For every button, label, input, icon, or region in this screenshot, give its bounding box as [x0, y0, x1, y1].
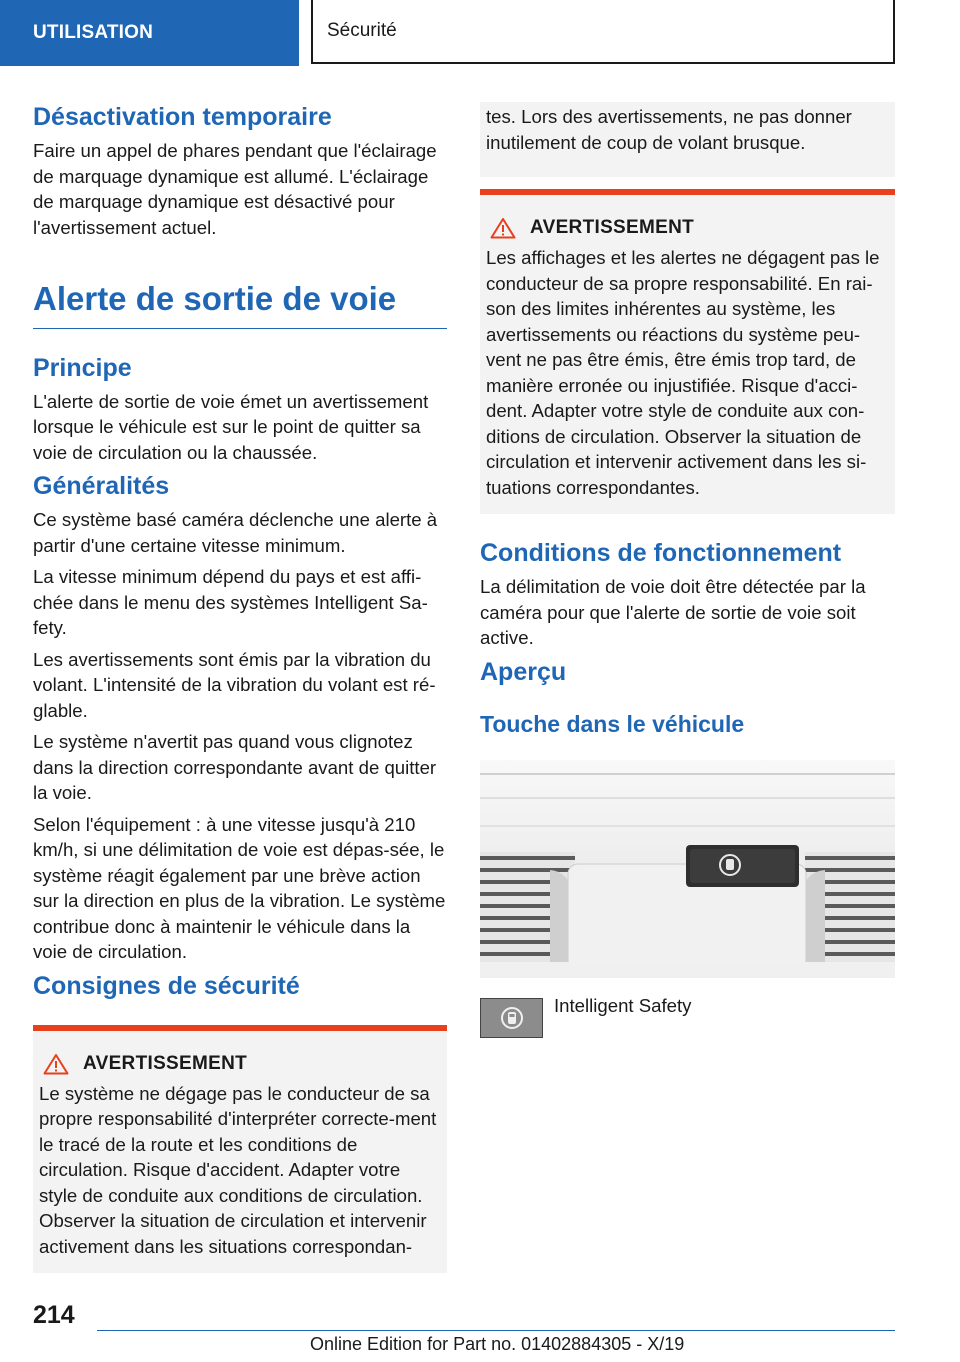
principe-text: L'alerte de sortie de voie émet un avertissement lorsque le véhicule est sur le point de quitter sa voie de circulation ou la chaussée.: [33, 390, 429, 463]
warning-text: Les affichages et les alertes ne dégagent pas le conducteur de sa propre responsabilité. En rai‐son des limites inhérentes au système, les avertissements ou réactions du système peu‐vent ne pas être émis, être émis trop tard, de manière erronée ou injustifiée. Risque d'acci‐dent. Adapter votre style de conduite aux con‐ditions de circulation. Observer la situation de circulation et intervenir activement dans les si‐tuations correspondantes.: [486, 247, 880, 498]
left-column: [33, 102, 447, 1273]
warning-text: Le système ne dégage pas le conducteur de sa propre responsabilité d'interpréter correcte‐ment le tracé de la route et les conditions de circulation. Risque d'accident. Adapter votre style de conduite aux conditions de circulation. Observer la situation de circulation et intervenir activement dans les situations correspondan‐: [39, 1082, 437, 1257]
intelligent-safety-button: [480, 998, 543, 1038]
section-label: Sécurité: [327, 20, 397, 41]
footer-edition: Online Edition for Part no. 01402884305 - X/19: [310, 1334, 685, 1354]
generalites-paragraph: Ce système basé caméra déclenche une alerte à partir d'une certaine vitesse minimum.: [33, 509, 438, 556]
warning-box-continued: [480, 102, 895, 177]
chapter-tab: [0, 0, 299, 66]
desactivation-text: Faire un appel de phares pendant que l'éclairage de marquage dynamique est allumé. L'éclairage de marquage dynamique est désactivé pour l'avertissement actuel.: [33, 140, 437, 238]
warning-label: AVERTISSEMENT: [530, 217, 695, 238]
generalites-paragraph: La vitesse minimum dépend du pays et est affi‐chée dans le menu des systèmes Intelligent Sa‐fety.: [33, 566, 428, 639]
right-column: [480, 102, 895, 1038]
warning-triangle-icon: [490, 217, 516, 239]
warning-label: AVERTISSEMENT: [83, 1052, 248, 1074]
generalites-paragraph: Selon l'équipement : à une vitesse jusqu'à 210 km/h, si une délimitation de voie est dépas‐sée, le système réagit également par une brève action sur la direction en plus de la vibration. Le système contribue donc à maintenir le véhicule dans la voie de circulation.: [33, 813, 446, 963]
warning-box: [480, 189, 895, 514]
warning-header: [39, 1053, 441, 1075]
page-title: Alerte de sortie de voie: [33, 280, 447, 329]
vehicle-panel-image: [480, 760, 895, 978]
generalites-title: Généralités: [33, 472, 170, 501]
apercu-title: Aperçu: [480, 657, 567, 686]
button-label: Intelligent Safety: [554, 995, 692, 1017]
page-number: 214: [33, 1301, 75, 1329]
intelligent-safety-icon: [499, 1005, 525, 1031]
footer-divider: [97, 1330, 895, 1331]
button-legend: [480, 995, 895, 1038]
dashboard-illustration: [480, 760, 895, 978]
consignes-title: Consignes de sécurité: [33, 971, 300, 1000]
conditions-title: Conditions de fonctionnement: [480, 539, 842, 567]
principe-title: Principe: [33, 353, 132, 382]
conditions-text: La délimitation de voie doit être détectée par la caméra pour que l'alerte de sortie de voie soit active.: [480, 576, 866, 648]
warning-header: [486, 217, 889, 239]
desactivation-title: Désactivation temporaire: [33, 103, 332, 131]
warning-text-continued: tes. Lors des avertissements, ne pas donner inutilement de coup de volant brusque.: [486, 106, 852, 153]
chapter-label: UTILISATION: [33, 22, 154, 43]
touche-title: Touche dans le véhicule: [480, 710, 745, 737]
warning-triangle-icon: [43, 1053, 69, 1075]
generalites-paragraph: Le système n'avertit pas quand vous clignotez dans la direction correspondante avant de quitter la voie.: [33, 731, 437, 804]
section-header: [311, 0, 895, 64]
generalites-paragraph: Les avertissements sont émis par la vibration du volant. L'intensité de la vibration du volant est ré‐glable.: [33, 648, 436, 721]
warning-box: [33, 1025, 447, 1274]
